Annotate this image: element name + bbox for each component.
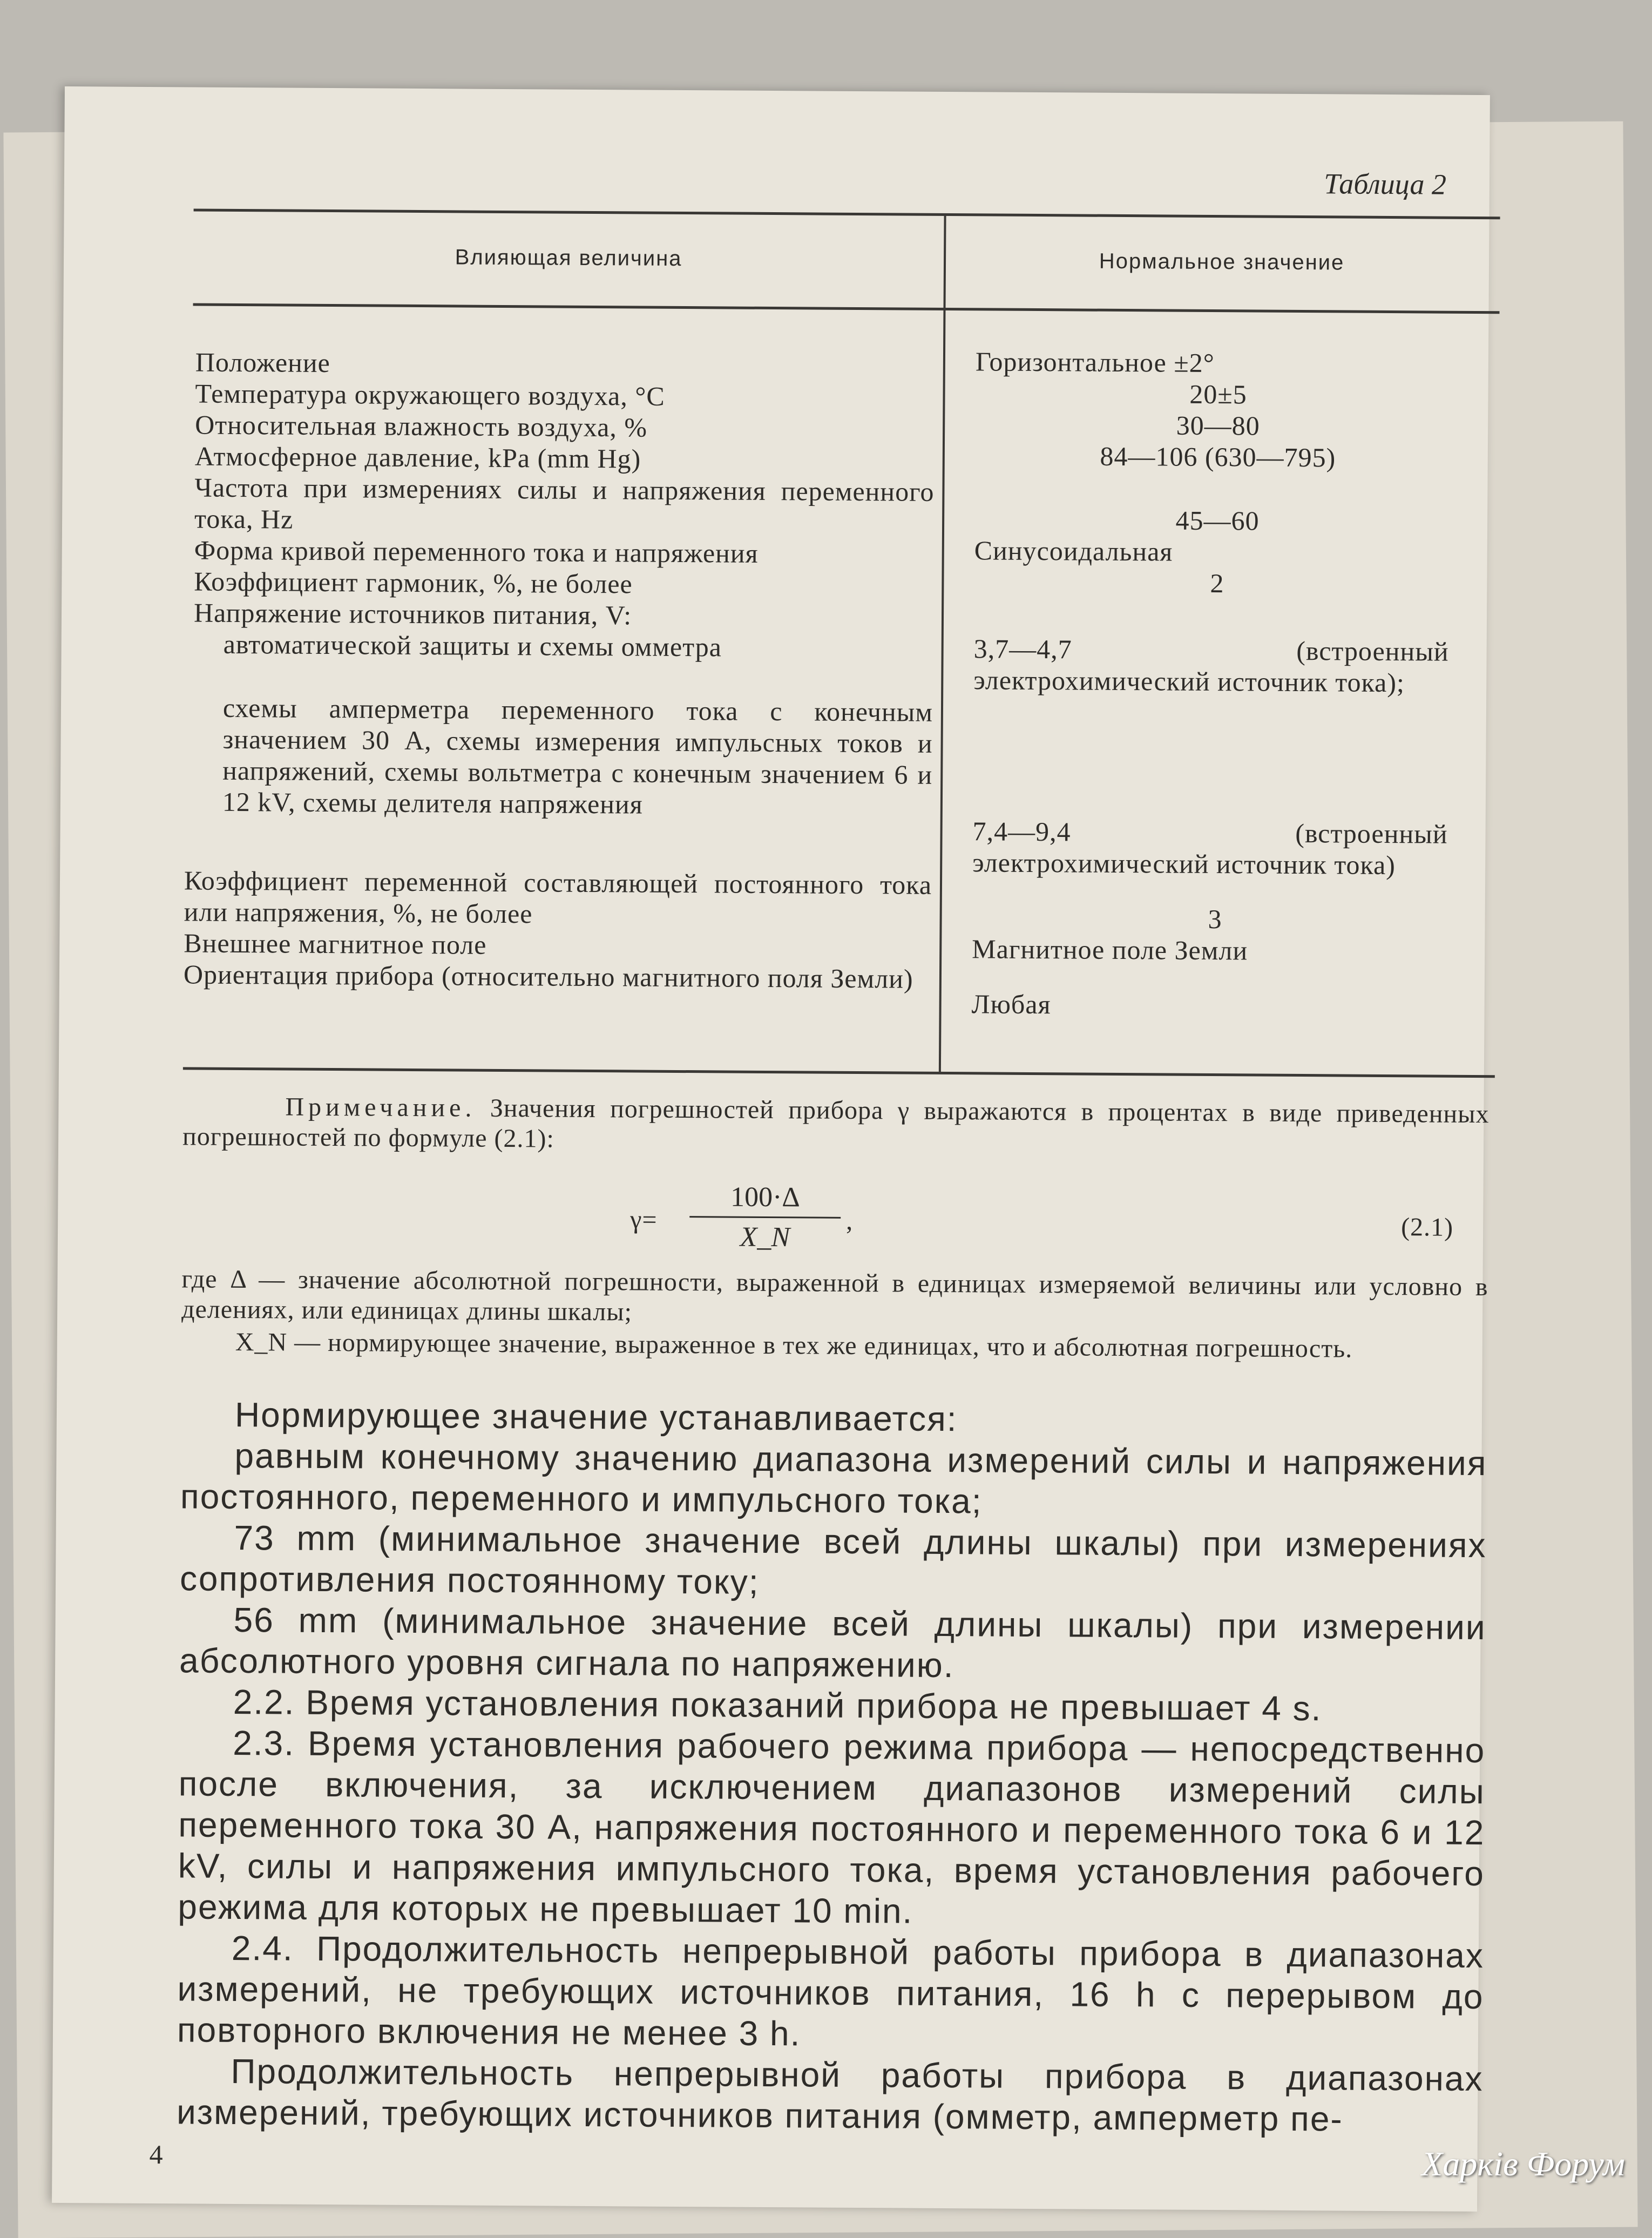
formula-number: (2.1) bbox=[1401, 1213, 1454, 1242]
formula-2-1 bbox=[630, 1180, 1008, 1258]
watermark-logo: Харків Форум bbox=[1421, 2145, 1625, 2183]
body-section-2-3: 2.3. Время установления рабочего режима прибора — непосредственно после включения, за исключением диапазонов измерений силы переменного тока 30 А, напряжения постоянного и переменного тока 6 и 12 kV, силы и напряжения импульсного тока, время установления рабочего режима для которых не превышает 10 min. bbox=[178, 1723, 1486, 1931]
row-value-ripple-coefficient: 3 bbox=[1208, 903, 1222, 935]
formula-lhs: γ= bbox=[630, 1205, 658, 1234]
body-normalizing-56mm: 56 mm (минимальное значение всей длины шкалы) при измерении абсолютного уровня сигнала по напряжению. bbox=[179, 1600, 1486, 1685]
row-value-frequency: 45—60 bbox=[1175, 505, 1260, 536]
table-caption: Таблица 2 bbox=[1324, 167, 1447, 201]
note-paragraph bbox=[182, 1091, 1489, 1160]
table-header-rule bbox=[193, 303, 1500, 314]
note-where-xn: X_N — нормирующее значение, выраженное в тех же единицах, что и абсолютная погрешность. bbox=[235, 1327, 1353, 1363]
note-text: Значения погрешностей прибора γ выражаются в процентах в виде приведенных погрешностей по формуле (2.1): bbox=[182, 1093, 1489, 1153]
row-value-humidity: 30—80 bbox=[1176, 410, 1260, 441]
row-value-harmonics: 2 bbox=[1210, 567, 1224, 599]
row-name-orientation: Ориентация прибора (относительно магнитного поля Земли) bbox=[183, 959, 913, 994]
row-value-position: Горизонтальное ±2° bbox=[975, 346, 1215, 378]
row-value-ammeter-circuits: 7,4—9,4 (встроенный электрохимический источник тока) bbox=[972, 816, 1448, 881]
row-value-protection-ohmmeter: 3,7—4,7 (встроенный электрохимический источник тока); bbox=[973, 633, 1449, 698]
row-name-protection-ohmmeter: автоматической защиты и схемы омметра bbox=[223, 628, 722, 662]
row-name-frequency: Частота при измерениях силы и напряжения переменного тока, Hz bbox=[194, 472, 935, 535]
row-name-magnetic-field: Внешнее магнитное поле bbox=[184, 928, 487, 960]
note-label: Примечание. bbox=[285, 1092, 476, 1123]
table-top-rule bbox=[194, 208, 1500, 219]
body-normalizing-limit: равным конечному значению диапазона измерений силы и напряжения постоянного, переменного и импульсного тока; bbox=[180, 1436, 1487, 1521]
formula-fraction bbox=[689, 1181, 841, 1254]
document-page bbox=[52, 86, 1490, 2212]
formula-tail: , bbox=[846, 1206, 854, 1235]
row-value-orientation: Любая bbox=[971, 989, 1051, 1020]
row-value-magnetic-field: Магнитное поле Земли bbox=[972, 934, 1248, 966]
row-name-ripple-coefficient: Коэффициент переменной составляющей постоянного тока или напряжения, %, не более bbox=[184, 865, 932, 929]
note-where-delta: где Δ — значение абсолютной погрешности, выраженной в единицах измеряемой величины или условно в делениях, или единицах длины шкалы; bbox=[181, 1265, 1488, 1327]
row-name-humidity: Относительная влажность воздуха, % bbox=[195, 409, 648, 443]
formula-numerator: 100·Δ bbox=[730, 1181, 801, 1213]
row-value-waveform: Синусоидальная bbox=[974, 535, 1173, 567]
page-number: 4 bbox=[149, 2139, 163, 2170]
body-section-2-4: 2.4. Продолжительность непрерывной работы прибора в диапазонах измерений, не требующих источников питания, 16 h с перерывом до повторного включения не менее 3 h. bbox=[177, 1928, 1485, 2053]
row-name-ammeter-circuits: схемы амперметра переменного тока с конечным значением 30 А, схемы измерения импульсных токов и напряжений, схемы вольтметра с конечным значением 6 и 12 kV, схемы делителя напряжения bbox=[222, 692, 933, 820]
fraction-bar bbox=[689, 1216, 841, 1219]
row-name-supply-voltage: Напряжение источников питания, V: bbox=[193, 597, 632, 631]
body-continuous-operation: Продолжительность непрерывной работы прибора в диапазонах измерений, требующих источников питания (омметр, амперметр пе- bbox=[176, 2051, 1484, 2139]
row-name-pressure: Атмосферное давление, kPa (mm Hg) bbox=[194, 441, 641, 474]
table-header-influence: Влияющая величина bbox=[455, 245, 682, 271]
row-name-harmonics: Коэффициент гармоник, %, не более bbox=[194, 566, 633, 599]
table-header-normal: Нормальное значение bbox=[1099, 249, 1345, 275]
row-name-position: Положение bbox=[195, 347, 331, 378]
formula-denominator: X_N bbox=[740, 1221, 790, 1253]
row-value-pressure: 84—106 (630—795) bbox=[1100, 441, 1336, 473]
body-section-2-2: 2.2. Время установления показаний прибора не превышает 4 s. bbox=[233, 1682, 1322, 1728]
row-value-temperature: 20±5 bbox=[1189, 378, 1247, 410]
table-column-divider bbox=[939, 213, 946, 1072]
table-bottom-rule bbox=[183, 1067, 1495, 1078]
body-normalizing-73mm: 73 mm (минимальное значение всей длины шкалы) при измерениях сопротивления постоянному току; bbox=[179, 1518, 1487, 1601]
row-name-temperature: Температура окружающего воздуха, °C bbox=[195, 378, 665, 411]
body-normalizing-intro: Нормирующее значение устанавливается: bbox=[234, 1395, 958, 1439]
row-name-waveform: Форма кривой переменного тока и напряжения bbox=[194, 535, 759, 569]
